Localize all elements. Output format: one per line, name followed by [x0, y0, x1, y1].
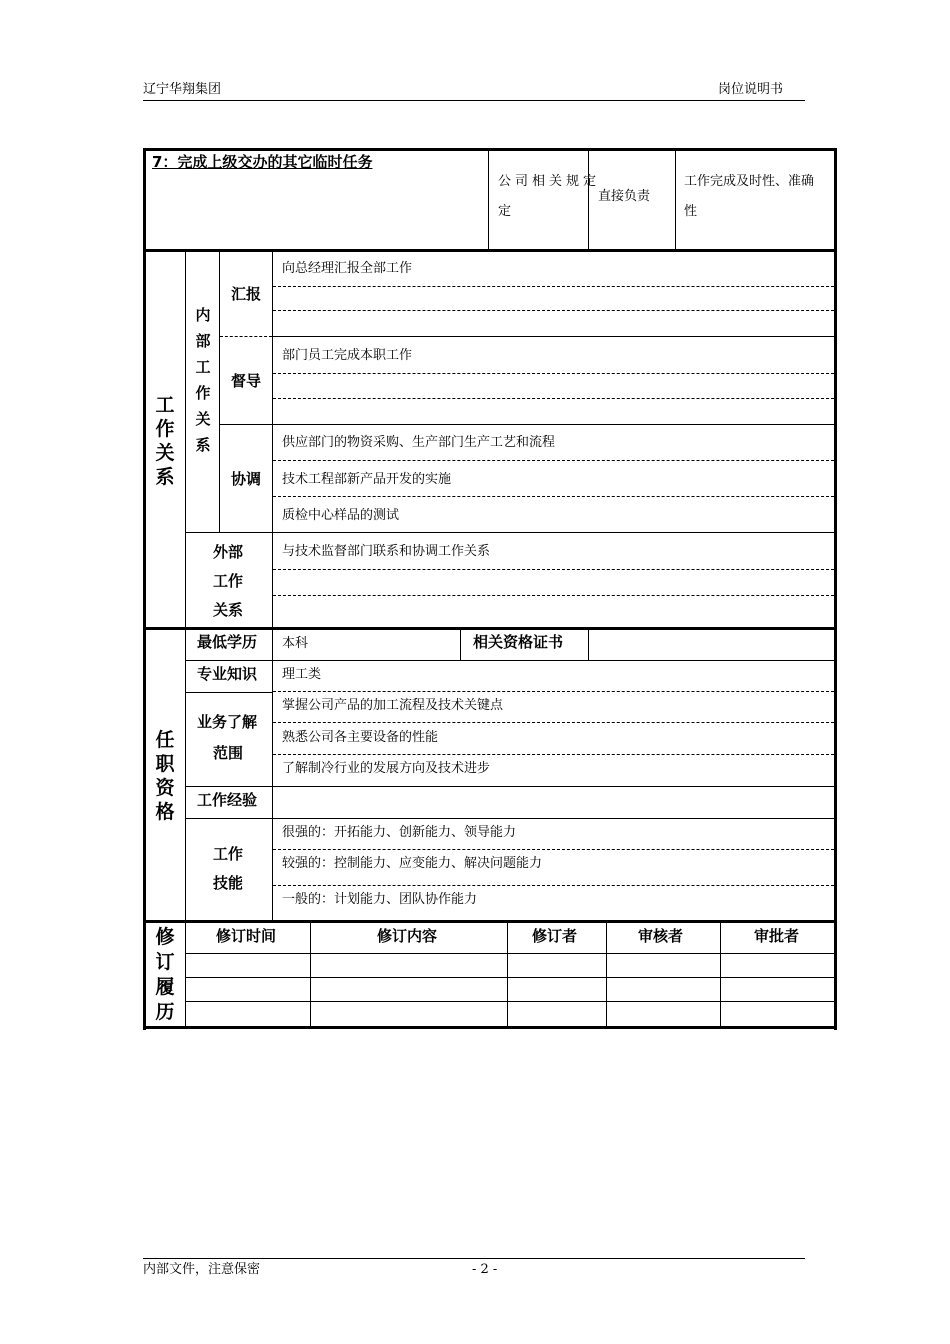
- business-item-1: 掌握公司产品的加工流程及技术关键点: [282, 698, 504, 713]
- education-label: 最低学历: [197, 633, 258, 651]
- revision-header-content: 修订内容: [377, 927, 438, 945]
- external-label-2: 工作: [213, 572, 244, 590]
- footer-rule: [143, 1258, 805, 1259]
- knowledge-value: 理工类: [282, 667, 322, 682]
- coordinate-item-2: 技术工程部新产品开发的实施: [282, 472, 452, 487]
- company-name: 辽宁华翔集团: [143, 82, 222, 97]
- supervise-label: 督导: [231, 372, 262, 390]
- task-7-basis: 公司相关规定: [498, 174, 601, 189]
- coordinate-label: 协调: [231, 470, 262, 488]
- revision-header-time: 修订时间: [216, 927, 277, 945]
- business-label-1: 业务了解: [197, 713, 258, 731]
- internal-relations-label: 内 部 工 作 关 系: [195, 306, 211, 454]
- skills-item-2: 较强的：控制能力、应变能力、解决问题能力: [282, 856, 543, 871]
- coordinate-item-1: 供应部门的物资采购、生产部门生产工艺和流程: [282, 435, 556, 450]
- external-item: 与技术监督部门联系和协调工作关系: [282, 544, 491, 559]
- table-row: [185, 977, 834, 978]
- supervise-item: 部门员工完成本职工作: [282, 348, 413, 363]
- document-type: 岗位说明书: [718, 82, 784, 97]
- skills-label-1: 工作: [213, 845, 244, 863]
- external-label-3: 关系: [213, 601, 244, 619]
- coordinate-item-3: 质检中心样品的测试: [282, 508, 400, 523]
- certificate-label: 相关资格证书: [473, 633, 564, 651]
- external-label-1: 外部: [213, 543, 244, 561]
- knowledge-label: 专业知识: [197, 665, 258, 683]
- task-7-responsibility: 直接负责: [598, 189, 651, 204]
- table-top-border: [143, 148, 837, 151]
- skills-item-1: 很强的：开拓能力、创新能力、领导能力: [282, 825, 517, 840]
- qualifications-label: 任 职 资 格: [155, 729, 175, 823]
- experience-label: 工作经验: [197, 791, 258, 809]
- table-row: [185, 1001, 834, 1002]
- task-7-standard-cont: 性: [684, 204, 698, 219]
- task-7-standard: 工作完成及时性、准确: [684, 174, 815, 189]
- task-7-title: 7：完成上级交办的其它临时任务: [152, 153, 373, 171]
- business-item-3: 了解制冷行业的发展方向及技术进步: [282, 761, 491, 776]
- skills-item-3: 一般的：计划能力、团队协作能力: [282, 892, 478, 907]
- page-number: - 2 -: [472, 1262, 498, 1277]
- table-right-border: [834, 148, 837, 1030]
- revision-header-reviewer: 审核者: [638, 927, 684, 945]
- table-left-border: [143, 148, 146, 1030]
- header-rule: [143, 100, 805, 101]
- table-row: [185, 953, 834, 954]
- business-label-2: 范围: [213, 744, 244, 762]
- skills-label-2: 技能: [213, 874, 244, 892]
- business-item-2: 熟悉公司各主要设备的性能: [282, 730, 439, 745]
- revision-label: 修 订 履 历: [155, 926, 175, 1023]
- education-value: 本科: [282, 636, 309, 651]
- footer-note: 内部文件，注意保密: [143, 1262, 261, 1277]
- table-bottom-border: [143, 1026, 837, 1029]
- report-item: 向总经理汇报全部工作: [282, 261, 413, 276]
- work-relations-label: 工 作 关 系: [155, 394, 175, 488]
- report-label: 汇报: [231, 285, 262, 303]
- revision-header-approver: 审批者: [754, 927, 800, 945]
- revision-header-reviser: 修订者: [532, 927, 578, 945]
